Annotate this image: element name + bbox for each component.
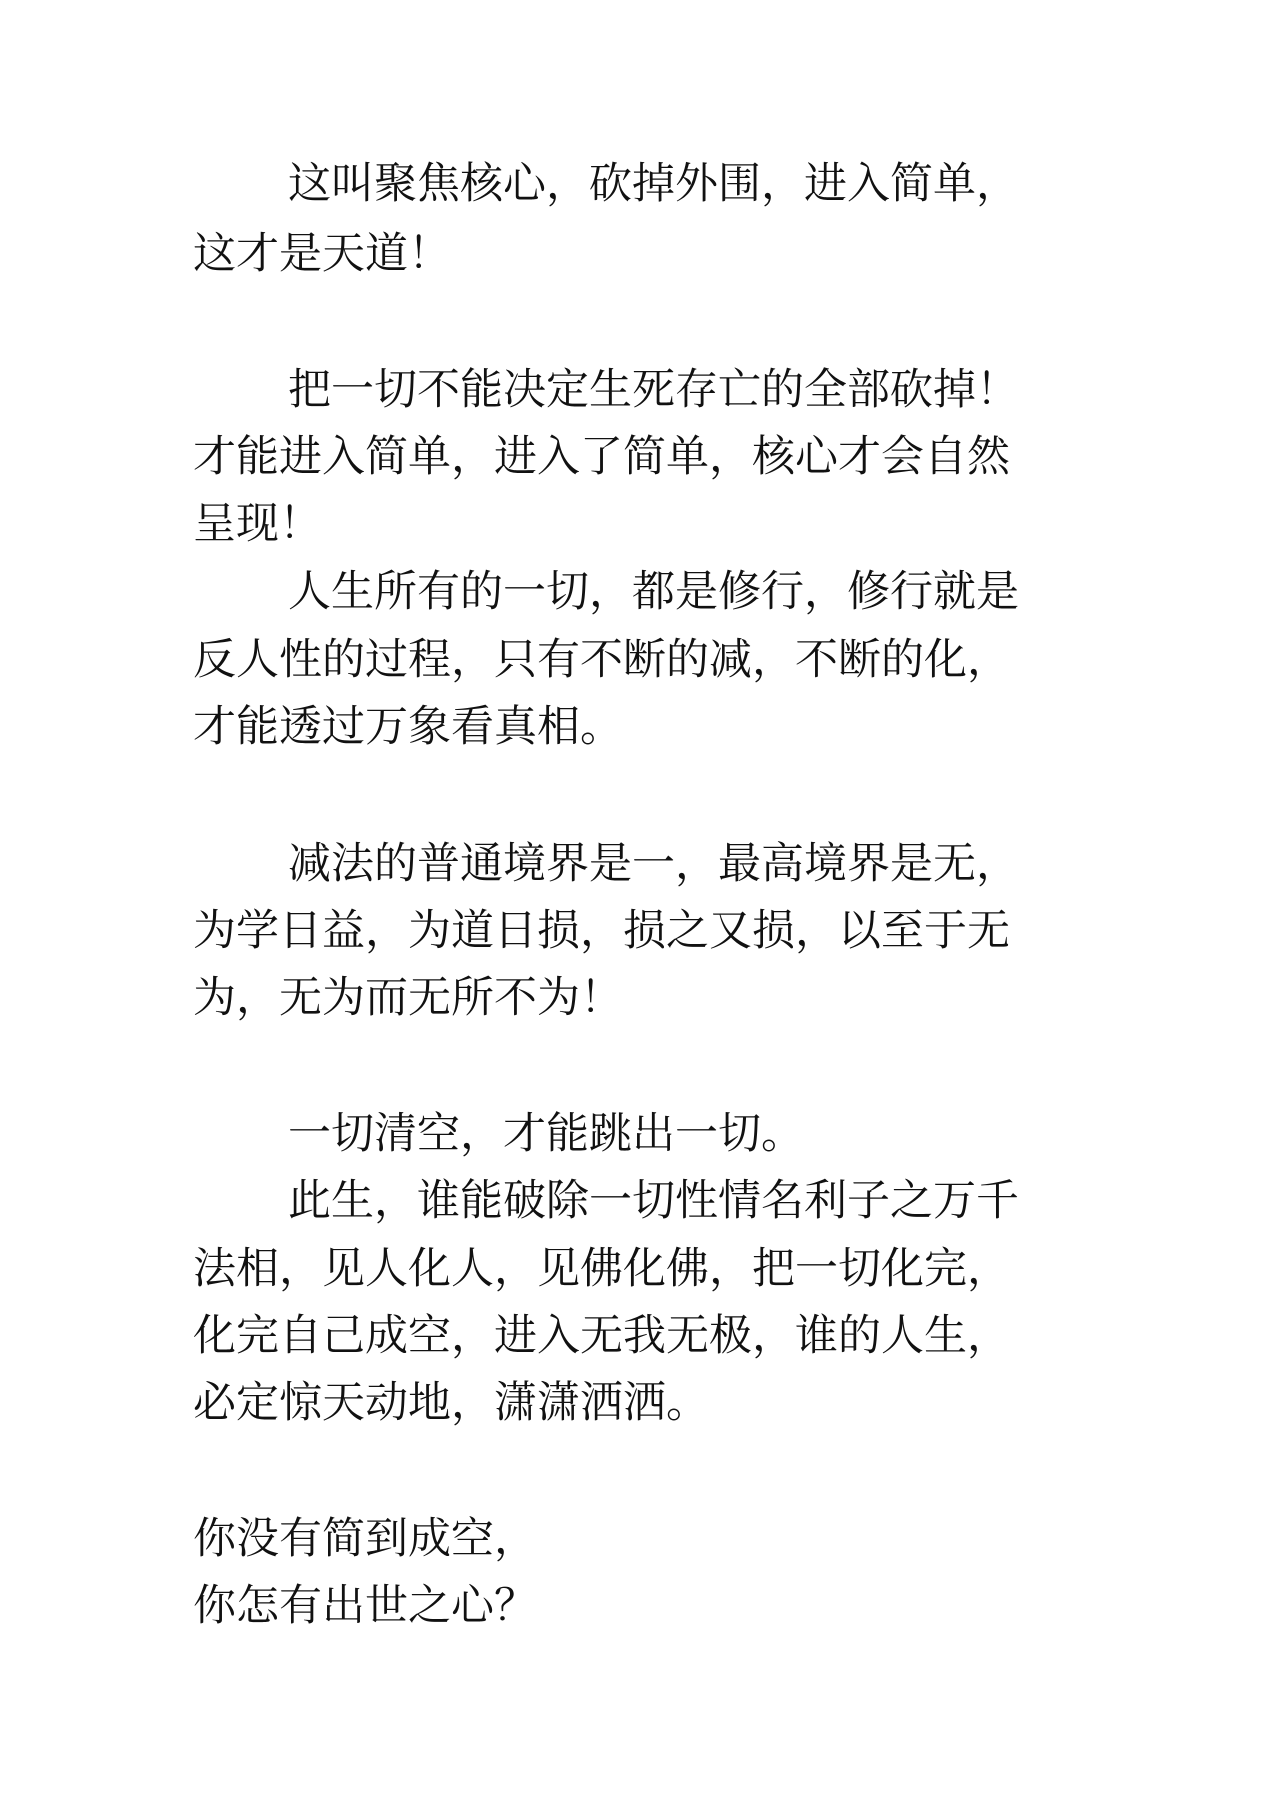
text-line: 人生所有的一切，都是修行，修行就是 [288, 567, 1019, 617]
text-line: 才能进入简单，进入了简单，核心才会自然 [193, 432, 1010, 482]
text-line: 才能透过万象看真相。 [193, 702, 623, 752]
text-line: 呈现！ [193, 499, 322, 549]
text-line: 为学日益，为道日损，损之又损，以至于无 [193, 906, 1010, 956]
text-line: 化完自己成空，进入无我无极，谁的人生， [193, 1311, 1010, 1361]
text-line: 把一切不能决定生死存亡的全部砍掉！ [288, 365, 1019, 415]
text-line: 必定惊天动地，潇潇洒洒。 [193, 1378, 709, 1428]
text-line: 此生，谁能破除一切性情名利子之万千 [288, 1176, 1019, 1226]
text-line: 你没有简到成空， [193, 1514, 537, 1564]
text-line: 为，无为而无所不为！ [193, 973, 623, 1023]
text-line: 你怎有出世之心？ [193, 1581, 537, 1631]
text-line: 法相，见人化人，见佛化佛，把一切化完， [193, 1244, 1010, 1294]
text-line: 这叫聚焦核心，砍掉外围，进入简单， [288, 159, 1019, 209]
text-line: 减法的普通境界是一，最高境界是无， [288, 839, 1019, 889]
text-line: 这才是天道！ [193, 229, 451, 279]
text-line: 一切清空，才能跳出一切。 [288, 1109, 804, 1159]
text-line: 反人性的过程，只有不断的减，不断的化， [193, 635, 1010, 685]
